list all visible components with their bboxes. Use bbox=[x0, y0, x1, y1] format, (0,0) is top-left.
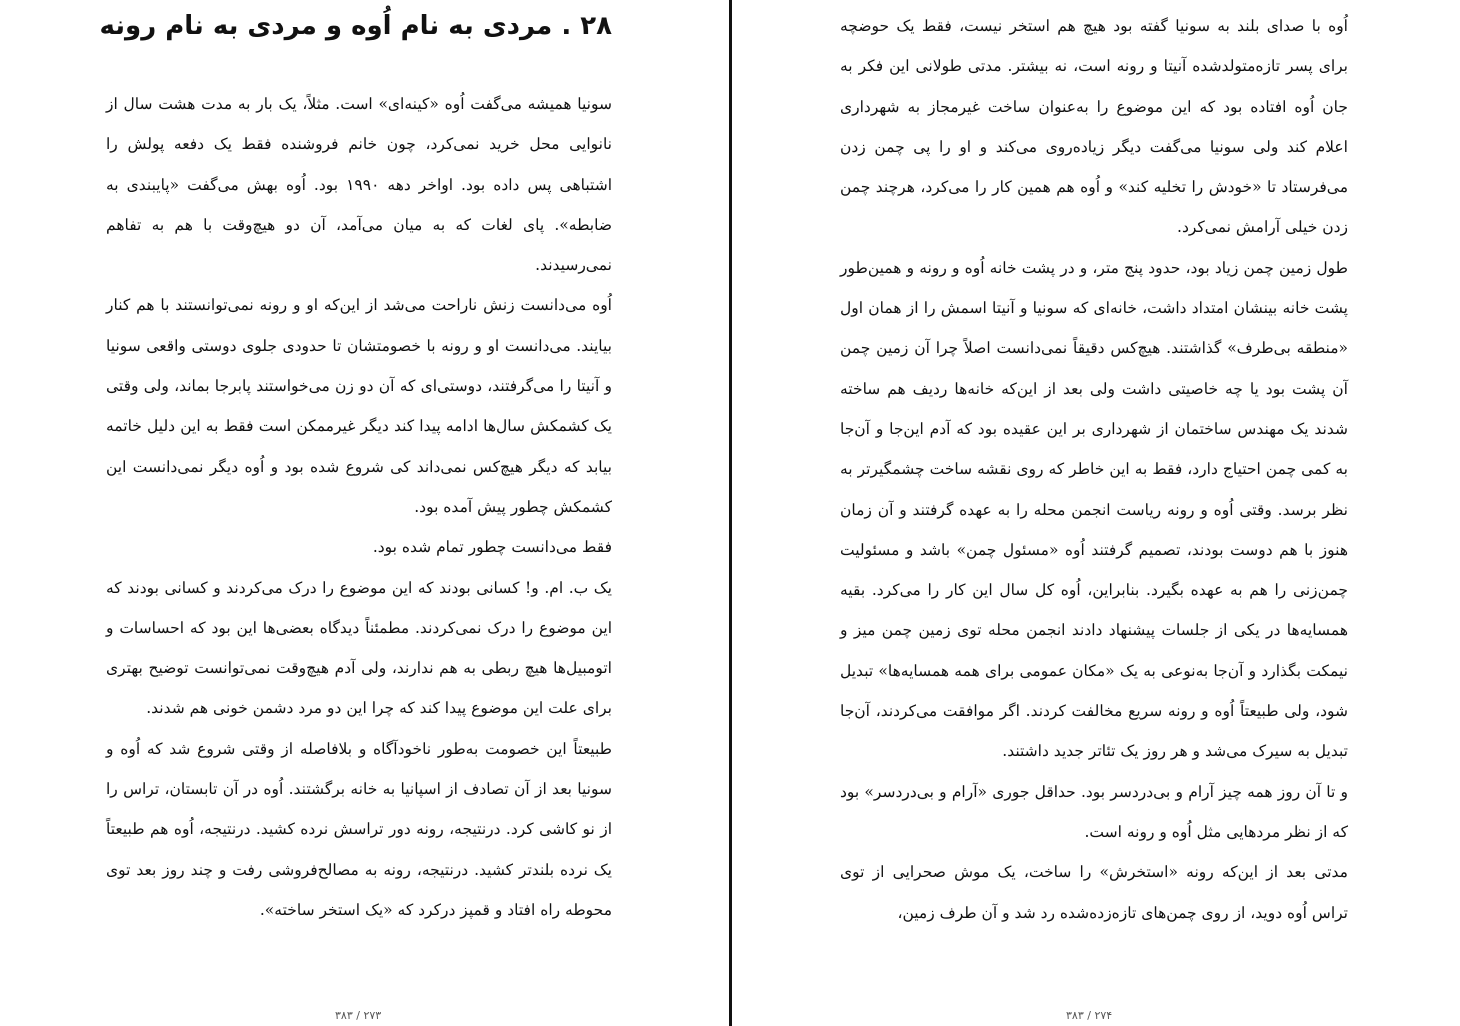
paragraph: سونیا همیشه می‌گفت اُوه «کینه‌ای» است. مثلاً، یک بار به مدت هشت سال از نانوایی محل خرید نمی‌کرد، چون خانم فروشنده فقط یک دفعه پولش را اشتباهی پس داده بود. اواخر دهه ۱۹۹۰ بود. اُوه بهش می‌گفت «پایبندی به ضابطه». پای لغات که به میان می‌آمد، آن دو هیچ‌وقت با هم به تفاهم نمی‌رسیدند. bbox=[106, 95, 612, 275]
paragraph: فقط می‌دانست چطور تمام شده بود. bbox=[372, 538, 612, 557]
right-page bbox=[734, 0, 1460, 1026]
paragraph: یک ب. ام. و! کسانی بودند که این موضوع را درک می‌کردند و کسانی بودند که این موضوع را درک نمی‌کردند. مطمئناً دیدگاه بعضی‌ها این بود که احساسات و اتومبیل‌ها هیچ ربطی به هم ندارند، ولی آدم هیچ‌وقت نمی‌توانست توضیح بهتری برای علت این موضوع پیدا کند که چرا این دو مرد دشمن خونی هم شدند. bbox=[106, 578, 612, 718]
paragraph: مدتی بعد از این‌که رونه «استخرش» را ساخت، یک موش صحرایی از توی تراس اُوه دوید، از روی چمن‌های تازه‌زده‌شده رد شد و آن طرف زمین، bbox=[840, 863, 1348, 922]
right-page-body bbox=[840, 6, 1348, 933]
page-number: ۲۷۴ / ۳۸۳ bbox=[1066, 1009, 1113, 1022]
paragraph: طبیعتاً این خصومت به‌طور ناخودآگاه و بلافاصله از وقتی شروع شد که اُوه و سونیا بعد از آن تصادف از اسپانیا به خانه برگشتند. اُوه در آن تابستان، تراس را از نو کاشی کرد. درنتیجه، رونه دور تراسش نرده کشید. درنتیجه، اُوه هم طبیعتاً یک نرده بلندتر کشید. درنتیجه، رونه به مصالح‌فروشی رفت و چند روز بعد توی محوطه راه افتاد و قمپز درکرد که «یک استخر ساخته». bbox=[106, 739, 612, 919]
paragraph: و تا آن روز همه چیز آرام و بی‌دردسر بود. حداقل جوری «آرام و بی‌دردسر» بود که از نظر مردهایی مثل اُوه و رونه است. bbox=[840, 782, 1348, 841]
chapter-title: ۲۸ . مردی به نام اُوه و مردی به نام رونه bbox=[99, 11, 612, 41]
paragraph: طول زمین چمن زیاد بود، حدود پنج متر، و در پشت خانه اُوه و رونه و همین‌طور پشت خانه بینشان امتداد داشت، خانه‌ای که سونیا و آنیتا اسمش را از همان اول «منطقه بی‌طرف» گذاشتند. هیچ‌کس دقیقاً نمی‌دانست اصلاً چرا آن زمین چمن آن پشت بود یا چه خاصیتی داشت ولی بعد از این‌که خانه‌ها ردیف هم ساخته شدند یک مهندس ساختمان از شهرداری بر این عقیده بود که آدم این‌جا و آن‌جا به کمی چمن احتیاج دارد، فقط به این خاطر که روی نقشه ساخت چشمگیرتر به نظر برسد. وقتی اُوه و رونه ریاست انجمن محله را به عهده گرفتند و آن زمان هنوز با هم دوست بودند، تصمیم گرفتند اُوه «مسئول چمن» باشد و مسئولیت چمن‌زنی را هم به عهده بگیرد. بنابراین، اُوه کل سال این کار را می‌کرد. بقیه همسایه‌ها در یکی از جلسات پیشنهاد دادند انجمن محله توی زمین چمن میز و نیمکت بگذارد و آن‌جا به‌نوعی به یک «مکان عمومی برای همه همسایه‌ها» تبدیل شود، ولی طبیعتاً اُوه و رونه سریع مخالفت کردند. اگر موافقت می‌کردند، آن‌جا تبدیل به سیرک می‌شد و هر روز یک تئاتر جدید داشتند. bbox=[840, 258, 1348, 761]
left-page bbox=[0, 0, 728, 1026]
left-page-body bbox=[106, 84, 612, 930]
page-gutter-divider bbox=[729, 0, 732, 1026]
page-number: ۲۷۳ / ۳۸۳ bbox=[335, 1009, 382, 1022]
paragraph: اُوه می‌دانست زنش ناراحت می‌شد از این‌که او و رونه نمی‌توانستند با هم کنار بیایند. می‌دانست او و رونه با خصومتشان تا حدودی جلوی دوستی واقعی سونیا و آنیتا را می‌گرفتند، دوستی‌ای که آن دو زن می‌خواستند پابرجا بماند، ولی وقتی یک کشمکش سال‌ها ادامه پیدا کند دیگر غیرممکن است فقط به این دلیل خاتمه بیابد که دیگر هیچ‌کس نمی‌داند کی شروع شده بود و اُوه دیگر نمی‌دانست این کشمکش چطور پیش آمده بود. bbox=[106, 296, 612, 516]
paragraph: اُوه با صدای بلند به سونیا گفته بود هیچ هم استخر نیست، فقط یک حوضچه برای پسر تازه‌متولدشده آنیتا و رونه است، نه بیشتر. مدتی طولانی این فکر به جان اُوه افتاده بود که این موضوع را به‌عنوان ساخت غیرمجاز به شهرداری اعلام کند ولی سونیا می‌گفت دیگر زیاده‌روی می‌کند و او را پی چمن زدن می‌فرستاد تا «خودش را تخلیه کند» و اُوه هم همین کار را می‌کرد، هرچند چمن زدن خیلی آرامش نمی‌کرد. bbox=[840, 17, 1348, 237]
